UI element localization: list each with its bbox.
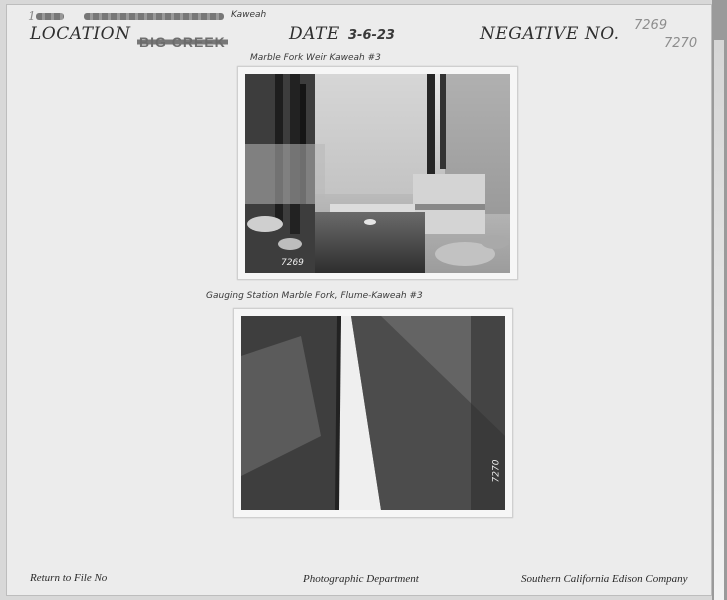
file-prefix: 1 — [28, 9, 37, 23]
strike-line — [137, 40, 228, 45]
flume-scene-graphic — [241, 316, 505, 510]
crossed-out-text — [36, 13, 64, 20]
location-value — [139, 34, 226, 50]
photo-2-flume-image — [241, 316, 505, 510]
location-note: Kaweah — [231, 10, 267, 20]
location-label: LOCATION — [30, 24, 131, 44]
photo-2-caption: Gauging Station Marble Fork, Flume-Kaweah #3 — [206, 291, 423, 301]
photo-1-weir-image — [245, 74, 510, 273]
negative-label: NEGATIVE NO. — [480, 24, 620, 44]
crossed-out-text — [84, 13, 224, 20]
photo-2-negative-mark: 7270 — [491, 459, 502, 483]
photo-2-mount — [233, 308, 513, 518]
weir-scene-graphic — [245, 74, 510, 273]
negative-value-2: 7270 — [664, 36, 698, 51]
photo-1-caption: Marble Fork Weir Kaweah #3 — [250, 53, 381, 63]
page-edge — [712, 0, 727, 600]
photo-1-mount — [237, 66, 518, 280]
footer-company: Southern California Edison Company — [521, 573, 688, 585]
date-label: DATE — [289, 24, 340, 44]
footer-department: Photographic Department — [303, 573, 419, 585]
negative-value-1: 7269 — [634, 18, 668, 33]
footer-return-to-file: Return to File No — [30, 572, 108, 584]
edge-strip — [714, 40, 724, 600]
photo-1-negative-mark: 7269 — [281, 258, 304, 268]
date-value: 3-6-23 — [348, 28, 395, 43]
